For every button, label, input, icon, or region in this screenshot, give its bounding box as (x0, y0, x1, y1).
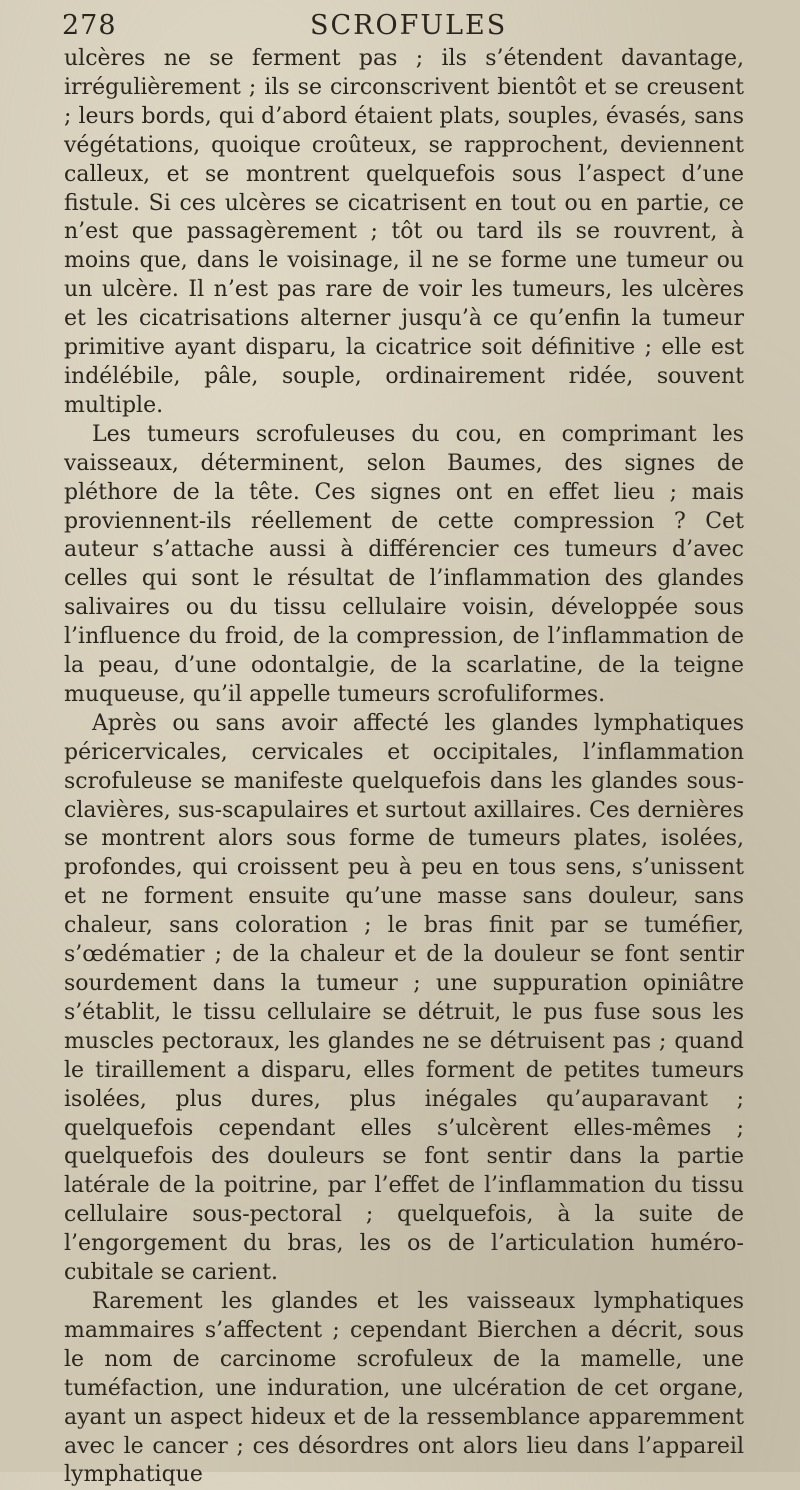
paragraph-1: ulcères ne se ferment pas ; ils s’étendent davantage, irrégulièrement ; ils se circonscrivent bientôt et se creusent ; leurs bords, qui d’abord étaient plats, souples, évasés, sans végétations, quoique croûteux, se rapprochent, deviennent calleux, et se montrent quelquefois sous l’aspect d’une fistule. Si ces ulcères se cicatrisent en tout ou en partie, ce n’est que passagèrement ; tôt ou tard ils se rouvrent, à moins que, dans le voisinage, il ne se forme une tumeur ou un ulcère. Il n’est pas rare de voir les tumeurs, les ulcères et les cicatrisations alterner jusqu’à ce qu’enfin la tumeur primitive ayant disparu, la cicatrice soit définitive ; elle est indélébile, pâle, souple, ordinairement ridée, souvent multiple. (64, 46, 744, 418)
page-number: 278 (62, 10, 117, 41)
paragraph-4: Rarement les glandes et les vaisseaux lymphatiques mammaires s’affectent ; cependant Bierchen a décrit, sous le nom de carcinome scrofuleux de la mamelle, une tuméfaction, une induration, une ulcération de cet organe, ayant un aspect hideux et de la ressemblance apparemment avec le cancer ; ces désordres ont alors lieu dans l’appareil lymphatique (64, 1288, 744, 1488)
running-head: SCROFULES (310, 10, 508, 41)
paragraph-3: Après ou sans avoir affecté les glandes lymphatiques péricervicales, cervicales et occipitales, l’inflammation scrofuleuse se manifeste quelquefois dans les glandes sous-clavières, sus-scapulaires et surtout axillaires. Ces dernières se montrent alors sous forme de tumeurs plates, isolées, profondes, qui croissent peu à peu en tous sens, s’unissent et ne forment ensuite qu’une masse sans douleur, sans chaleur, sans coloration ; le bras finit par se tuméfier, s’œdématier ; de la chaleur et de la douleur se font sentir sourdement dans la tumeur ; une suppuration opiniâtre s’établit, le tissu cellulaire se détruit, le pus fuse sous les muscles pectoraux, les glandes ne se détruisent pas ; quand le tiraillement a disparu, elles forment de petites tumeurs isolées, plus dures, plus inégales qu’auparavant ; quelquefois cependant elles s’ulcèrent elles-mêmes ; quelquefois des douleurs se font sentir dans la partie latérale de la poitrine, par l’effet de l’inflammation du tissu cellulaire sous-pectoral ; quelquefois, à la suite de l’engorgement du bras, les os de l’articulation huméro-cubitale se carient. (64, 710, 744, 1286)
page-header (62, 10, 752, 44)
paragraph-2: Les tumeurs scrofuleuses du cou, en comprimant les vaisseaux, déterminent, selon Baumes, des signes de pléthore de la tête. Ces signes ont en effet lieu ; mais proviennent-ils réellement de cette compression ? Cet auteur s’attache aussi à différencier ces tumeurs d’avec celles qui sont le résultat de l’inflammation des glandes salivaires ou du tissu cellulaire voisin, développée sous l’influence du froid, de la compression, de l’inflammation de la peau, d’une odontalgie, de la scarlatine, de la teigne muqueuse, qu’il appelle tumeurs scrofuliformes. (64, 421, 744, 707)
body-text (64, 45, 744, 1490)
